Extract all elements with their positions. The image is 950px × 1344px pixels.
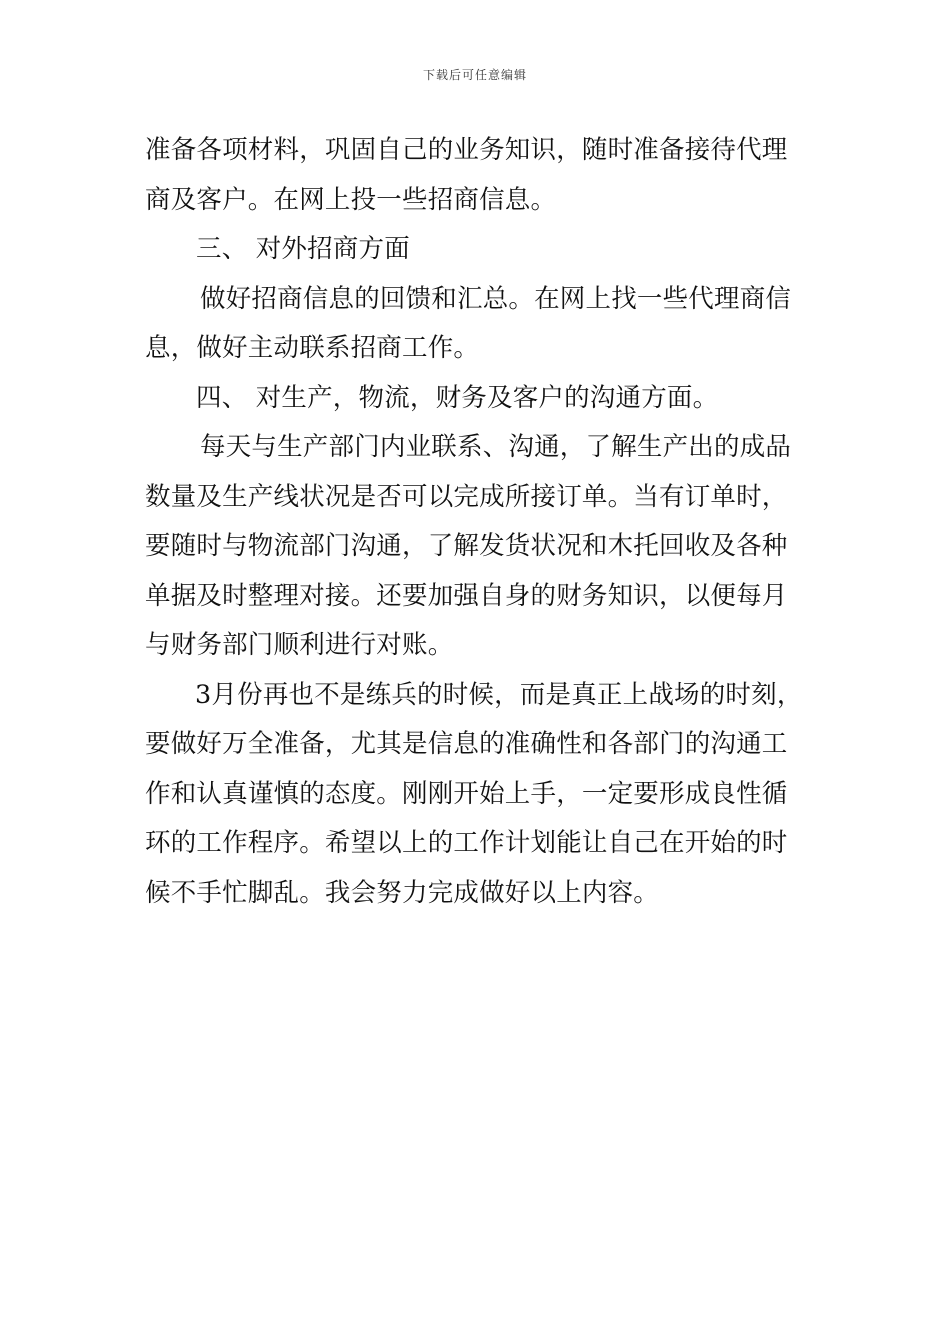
text-line: 息，做好主动联系招商工作。 [145, 333, 480, 363]
text-line: 数量及生产线状况是否可以完成所接订单。当有订单时， [145, 481, 788, 512]
text-line: 候不手忙脚乱。我会努力完成做好以上内容。 [145, 877, 660, 908]
text-line: 要做好万全准备，尤其是信息的准确性和各部门的沟通工 [145, 729, 788, 759]
body-text [145, 126, 810, 918]
section-heading: 三、 对外招商方面 [196, 234, 410, 264]
header-note: 下载后可任意编辑 [422, 68, 527, 82]
text-line: 环的工作程序。希望以上的工作计划能让自己在开始的时 [145, 828, 788, 858]
text-line: 单据及时整理对接。还要加强自身的财务知识，以便每月 [145, 580, 788, 611]
text-line: 3月份再也不是练兵的时候，而是真正上战场的时刻， [195, 679, 803, 710]
text-line: 与财务部门顺利进行对账。 [145, 630, 454, 660]
text-line: 准备各项材料，巩固自己的业务知识，随时准备接待代理 [145, 135, 788, 165]
section-heading: 四、 对生产，物流，财务及客户的沟通方面。 [196, 382, 719, 413]
text-line: 作和认真谨慎的态度。刚刚开始上手，一定要形成良性循 [145, 778, 788, 809]
text-line: 做好招商信息的回馈和汇总。在网上找一些代理商信 [200, 283, 792, 314]
text-line: 商及客户。在网上投一些招商信息。 [145, 184, 557, 215]
text-line: 要随时与物流部门沟通，了解发货状况和木托回收及各种 [145, 531, 788, 561]
text-line: 每天与生产部门内业联系、沟通，了解生产出的成品 [200, 432, 792, 462]
